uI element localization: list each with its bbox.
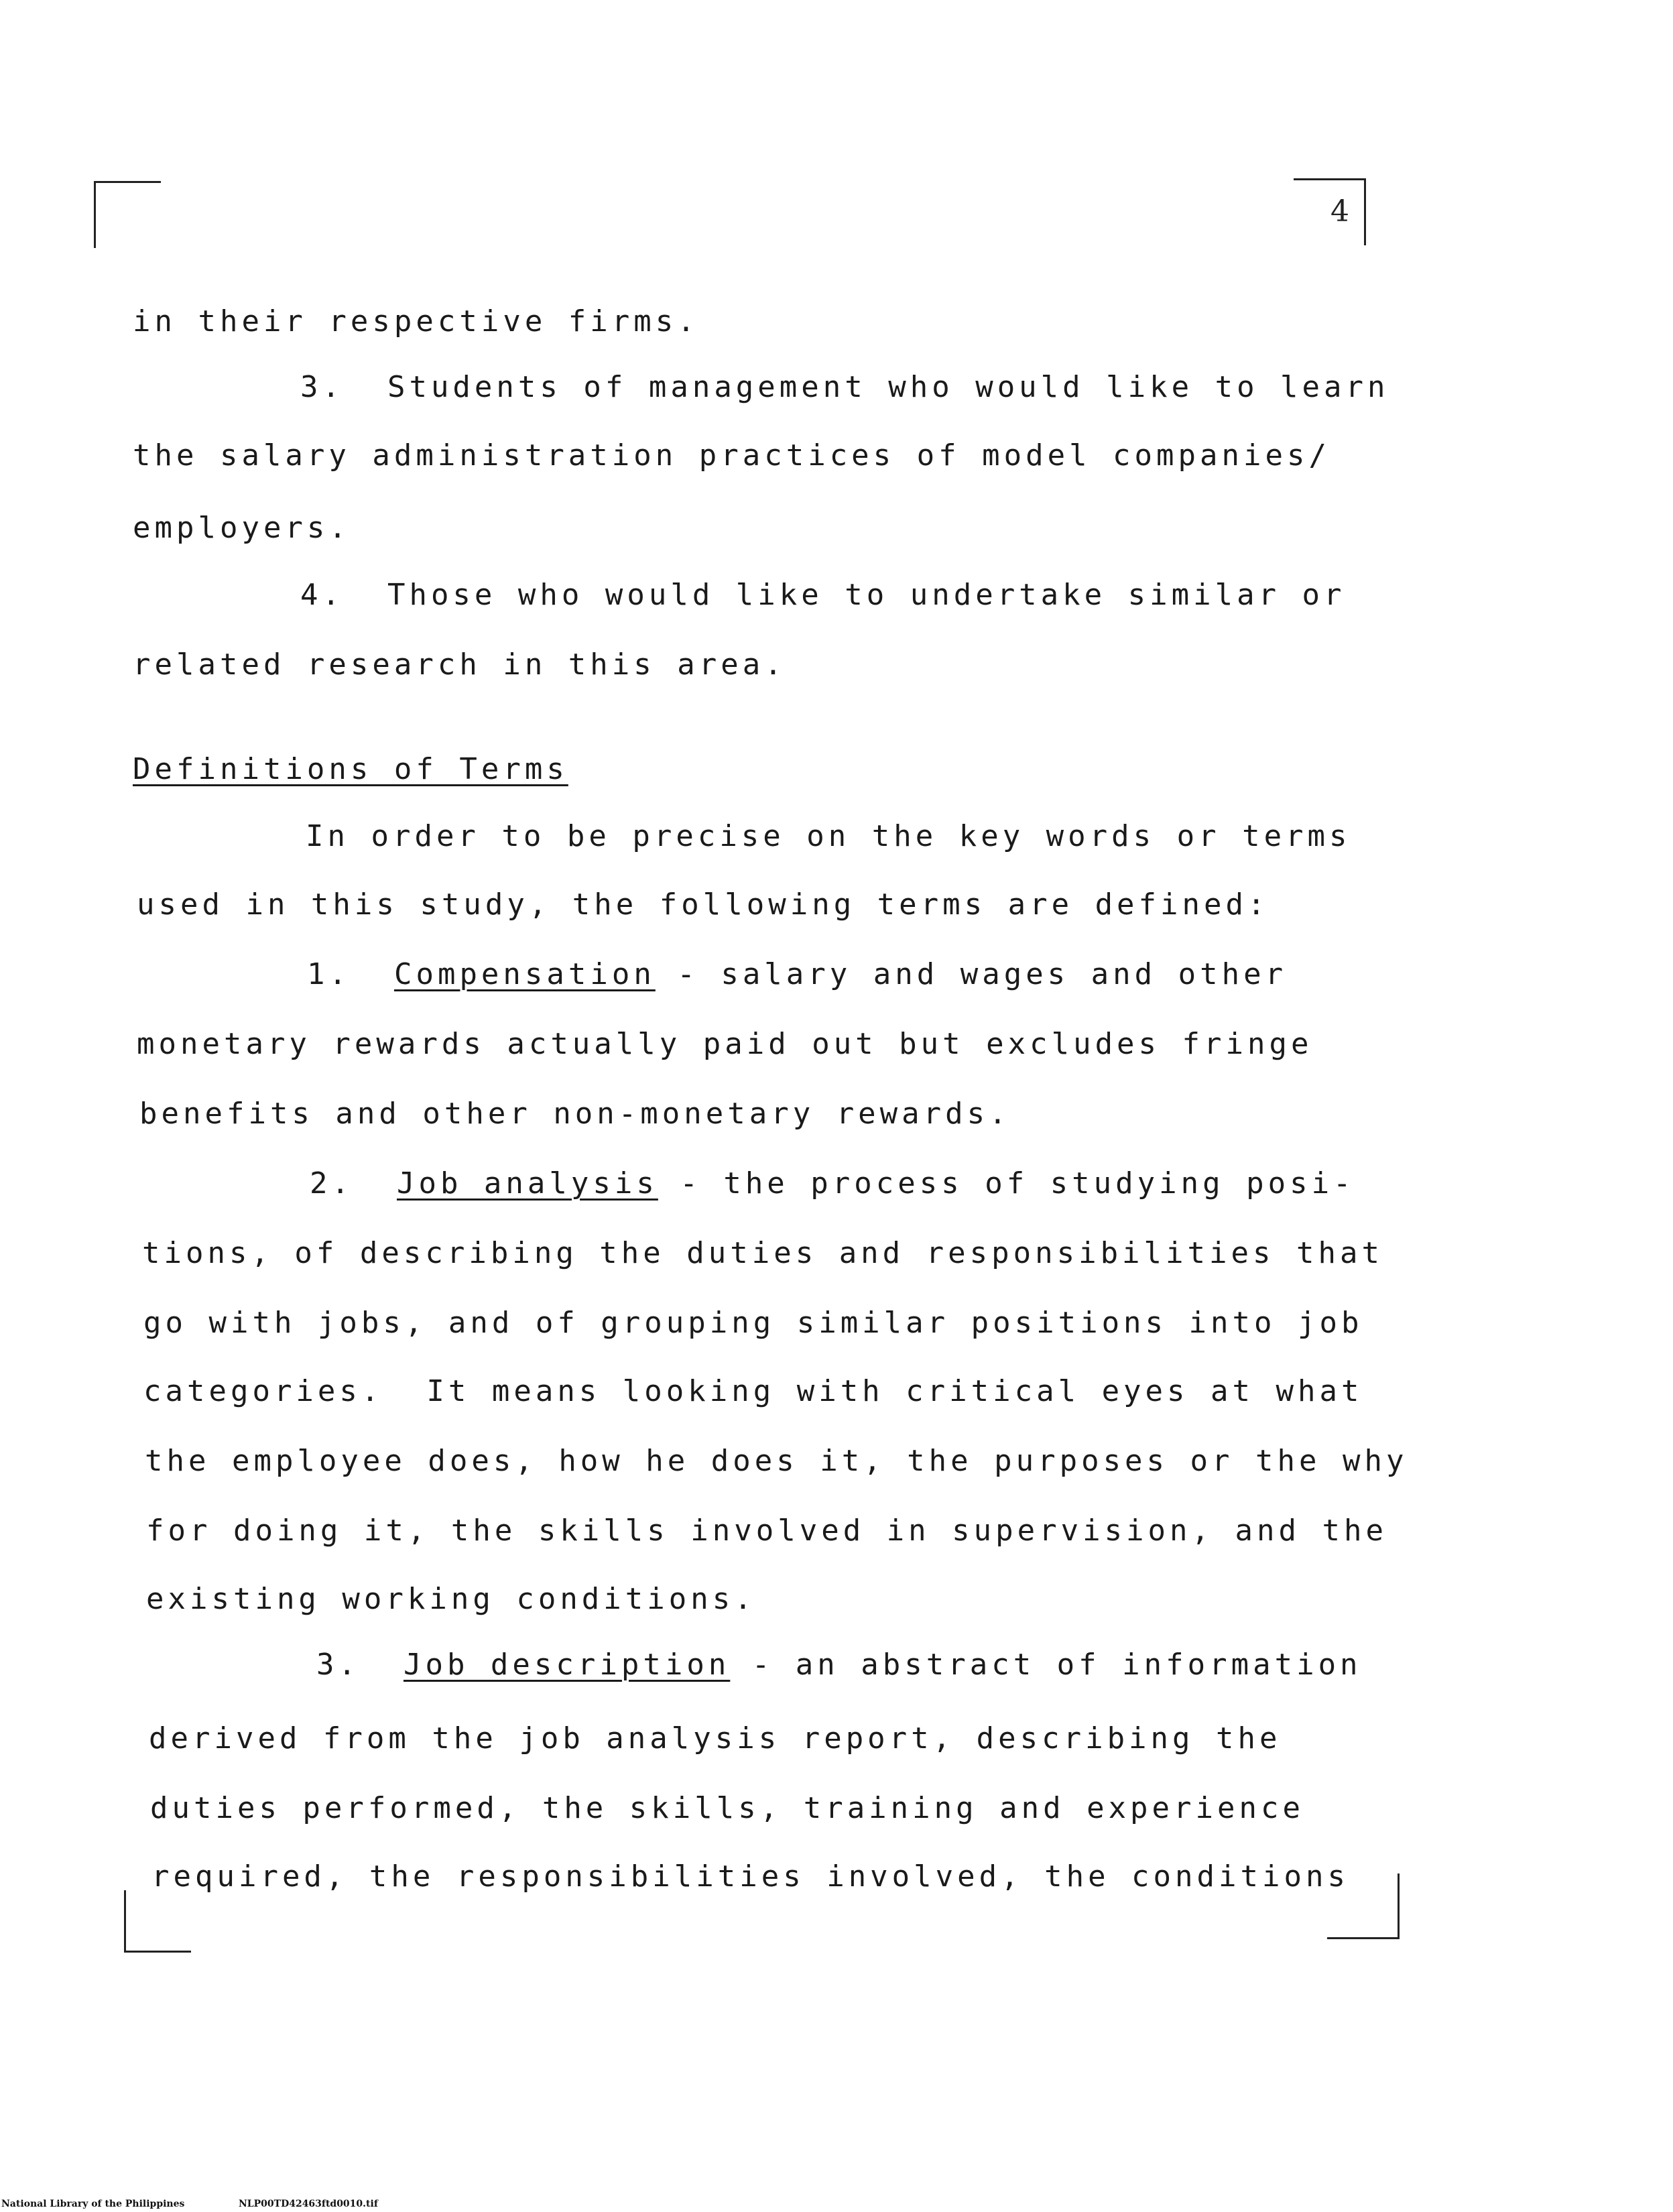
text-line: categories. It means looking with critical eyes at what — [143, 1374, 1363, 1408]
definition-line — [307, 956, 1287, 993]
crop-mark-bottom-left-v — [124, 1890, 126, 1952]
page-number: 4 — [1330, 194, 1349, 229]
text-line: employers. — [133, 511, 351, 545]
text-line: benefits and other non-monetary rewards. — [139, 1097, 1011, 1131]
crop-mark-top-right-h — [1294, 178, 1366, 180]
crop-mark-top-left-h — [94, 181, 161, 183]
list-number: 2. — [310, 1166, 397, 1201]
definition-text: - salary and wages and other — [655, 957, 1288, 991]
text-line: the employee does, how he does it, the purposes or the why — [145, 1444, 1408, 1478]
text-line: existing working conditions. — [146, 1582, 756, 1616]
list-number: 1. — [307, 957, 394, 991]
crop-mark-top-right-v — [1364, 178, 1366, 245]
crop-mark-bottom-right-h — [1327, 1937, 1400, 1939]
text-line: duties performed, the skills, training and experience — [150, 1791, 1304, 1825]
definition-text: - an abstract of information — [730, 1648, 1362, 1682]
text-line: the salary administration practices of model companies/ — [133, 438, 1330, 473]
text-line: 4. Those who would like to undertake similar or — [300, 578, 1346, 612]
definition-line — [316, 1646, 1362, 1684]
footer-filename: NLP00TD42463ftd0010.tif — [239, 2199, 378, 2209]
defined-term: Job description — [403, 1648, 731, 1682]
text-line: In order to be precise on the key words or terms — [306, 819, 1351, 853]
text-line: tions, of describing the duties and responsibilities that — [142, 1236, 1383, 1270]
text-line: required, the responsibilities involved, the conditions — [151, 1859, 1349, 1894]
text-line: 3. Students of management who would like to learn — [300, 370, 1389, 404]
footer-library: National Library of the Philippines — [1, 2199, 185, 2209]
text-line: in their respective firms. — [133, 304, 699, 339]
text-line: related research in this area. — [133, 648, 786, 682]
defined-term: Job analysis — [396, 1166, 658, 1201]
section-heading: Definitions of Terms — [133, 752, 568, 786]
definition-line — [310, 1165, 1355, 1203]
list-number: 3. — [316, 1648, 404, 1682]
text-line: go with jobs, and of grouping similar positions into job — [143, 1306, 1363, 1340]
text-line: monetary rewards actually paid out but excludes fringe — [137, 1027, 1313, 1061]
text-line: derived from the job analysis report, describing the — [149, 1721, 1282, 1756]
text-line: for doing it, the skills involved in supervision, and the — [146, 1514, 1387, 1548]
crop-mark-bottom-right-v — [1398, 1873, 1400, 1939]
defined-term: Compensation — [393, 957, 656, 991]
definition-text: - the process of studying posi- — [658, 1166, 1355, 1201]
text-line: used in this study, the following terms are defined: — [137, 887, 1269, 922]
crop-mark-bottom-left-h — [124, 1951, 191, 1953]
crop-mark-top-left-v — [94, 181, 96, 248]
